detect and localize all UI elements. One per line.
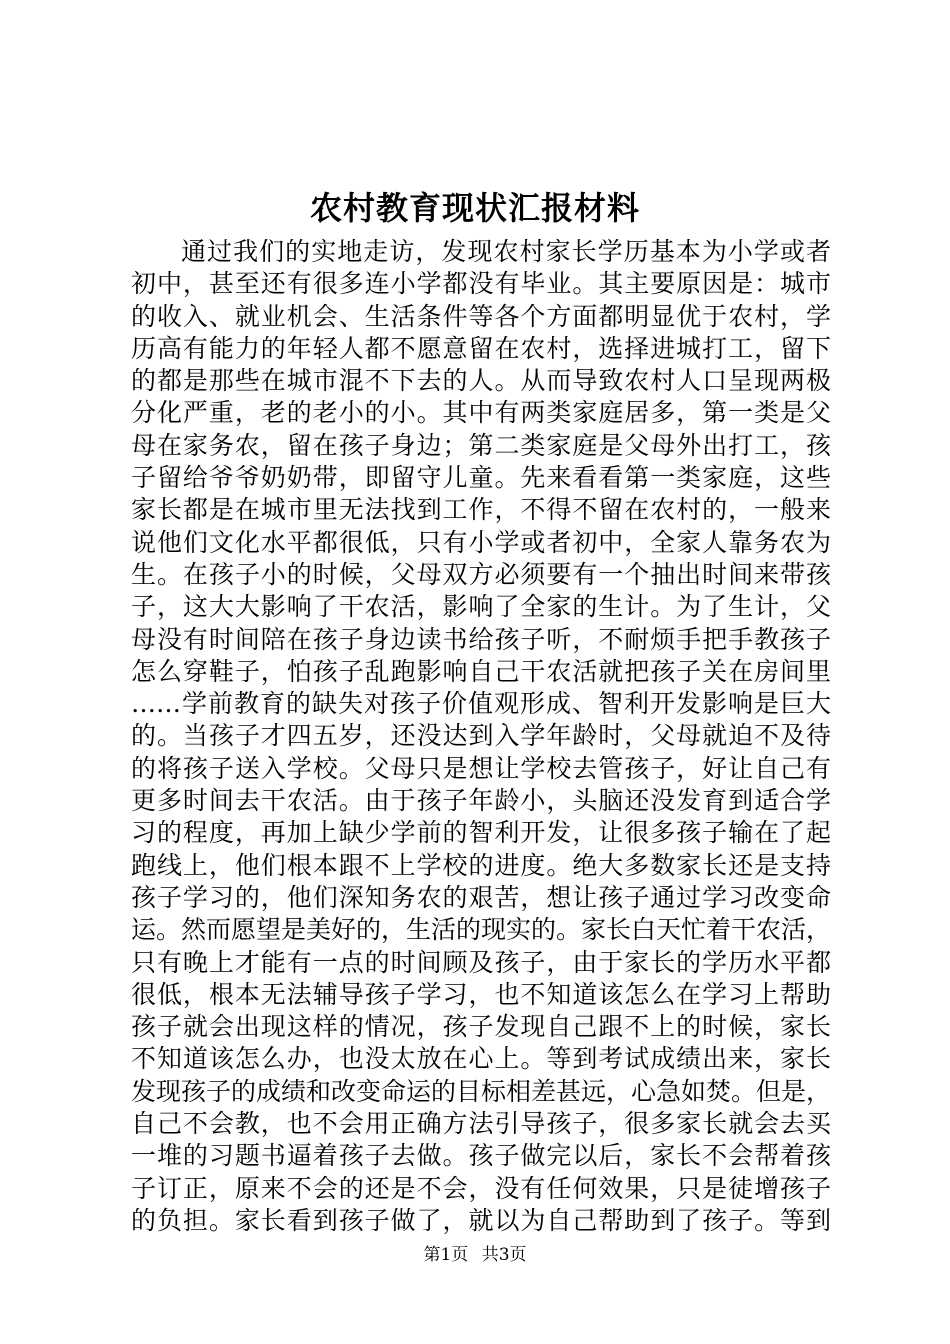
body-line: 自己不会教，也不会用正确方法引导孩子，很多家长就会去买 (131, 1109, 831, 1139)
body-line: 生。在孩子小的时候，父母双方必须要有一个抽出时间来带孩 (131, 559, 831, 589)
body-line: 的负担。家长看到孩子做了，就以为自己帮助到了孩子。等到 (131, 1205, 831, 1235)
body-line: 说他们文化水平都很低，只有小学或者初中，全家人靠务农为 (131, 527, 831, 557)
body-line: 发现孩子的成绩和改变命运的目标相差甚远，心急如焚。但是， (131, 1076, 832, 1106)
document-body (131, 236, 831, 1237)
body-line: 的收入、就业机会、生活条件等各个方面都明显优于农村，学 (131, 301, 831, 331)
body-line: 一堆的习题书逼着孩子去做。孩子做完以后，家长不会帮着孩 (131, 1141, 831, 1171)
body-line: 习的程度，再加上缺少学前的智利开发，让很多孩子输在了起 (131, 818, 831, 848)
body-line: 母没有时间陪在孩子身边读书给孩子听，不耐烦手把手教孩子 (131, 624, 831, 654)
body-line: 历高有能力的年轻人都不愿意留在农村，选择进城打工，留下 (131, 333, 831, 363)
body-line: 的将孩子送入学校。父母只是想让学校去管孩子，好让自己有 (131, 753, 831, 783)
body-line: 孩子就会出现这样的情况，孩子发现自己跟不上的时候，家长 (131, 1012, 831, 1042)
body-line: 的。当孩子才四五岁，还没达到入学年龄时，父母就迫不及待 (131, 721, 831, 751)
body-line: 跑线上，他们根本跟不上学校的进度。绝大多数家长还是支持 (131, 850, 831, 880)
body-line: 只有晚上才能有一点的时间顾及孩子，由于家长的学历水平都 (131, 947, 831, 977)
body-line: 通过我们的实地走访，发现农村家长学历基本为小学或者 (181, 237, 831, 266)
document-title: 农村教育现状汇报材料 (309, 189, 640, 227)
page-footer (0, 1243, 950, 1267)
body-line: 孩子学习的，他们深知务农的艰苦，想让孩子通过学习改变命 (131, 882, 831, 912)
body-line: 子留给爷爷奶奶带，即留守儿童。先来看看第一类家庭，这些 (131, 463, 831, 493)
body-line: 子订正，原来不会的还是不会，没有任何效果，只是徒增孩子 (131, 1173, 831, 1203)
body-line: 的都是那些在城市混不下去的人。从而导致农村人口呈现两极 (131, 366, 831, 396)
body-line: 母在家务农，留在孩子身边；第二类家庭是父母外出打工，孩 (131, 430, 831, 460)
body-line: 初中，甚至还有很多连小学都没有毕业。其主要原因是：城市 (131, 269, 831, 299)
body-line: 更多时间去干农活。由于孩子年龄小，头脑还没发育到适合学 (131, 786, 831, 816)
body-line: 子，这大大影响了干农活，影响了全家的生计。为了生计，父 (131, 592, 831, 622)
body-line: 分化严重，老的老小的小。其中有两类家庭居多，第一类是父 (131, 398, 831, 428)
body-line: 怎么穿鞋子，怕孩子乱跑影响自己干农活就把孩子关在房间里 (131, 656, 831, 686)
body-line: 不知道该怎么办，也没太放在心上。等到考试成绩出来，家长 (131, 1044, 831, 1074)
page-number: 第1页 (423, 1245, 469, 1265)
body-line: ……学前教育的缺失对孩子价值观形成、智利开发影响是巨大 (131, 689, 831, 719)
body-line: 很低，根本无法辅导孩子学习，也不知道该怎么在学习上帮助 (131, 979, 831, 1009)
page-total: 共3页 (481, 1245, 527, 1265)
body-line: 运。然而愿望是美好的，生活的现实的。家长白天忙着干农活， (131, 915, 832, 945)
body-line: 家长都是在城市里无法找到工作，不得不留在农村的，一般来 (131, 495, 831, 525)
